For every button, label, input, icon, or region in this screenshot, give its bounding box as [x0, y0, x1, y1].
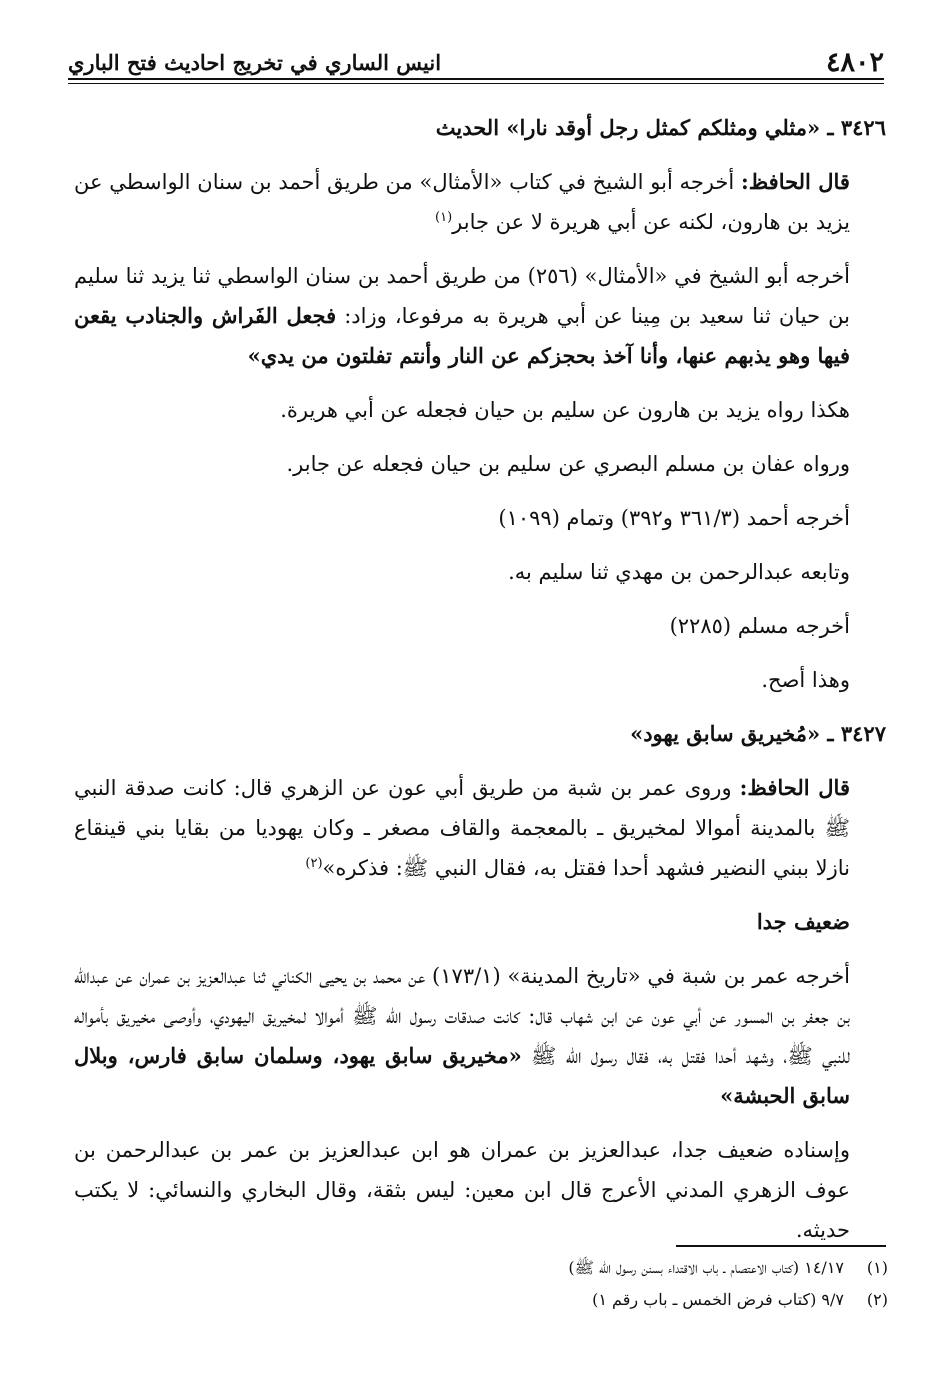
footnote-ref-2[interactable]: (٢) — [305, 856, 323, 871]
hafiz-quote-3426 — [74, 162, 886, 242]
takhrij-text: أخرجه عمر بن شبة في «تاريخ المدينة» (١٧٣/١) عن محمد بن يحيى الكناني ثنا عبدالعزيز بن عمران عن عبدالله بن جعفر بن المسور عن أبي عون عن ابن شهاب قال: كانت صدقات رسول الله ﷺ أموالا لمخيريق اليهودي، وأوصى مخيريق بأمواله للنبي ﷺ، وشهد أحدا فقتل به، فقال رسول الله ﷺ — [74, 964, 851, 1068]
footnote-ref-1[interactable]: (١) — [435, 210, 453, 225]
takhrij-3427 — [74, 956, 886, 1116]
note-line: أخرجه أحمد (٣٦١/٣ و٣٩٢) وتمام (١٠٩٩) — [498, 506, 850, 530]
takhrij-text: أخرجه أبو الشيخ في «الأمثال» (٢٥٦) من طريق أحمد بن سنان الواسطي ثنا يزيد ثنا سليم بن حيان ثنا سعيد بن مِينا عن أبي هريرة به مرفوعا، وزاد: — [74, 264, 851, 328]
page-body — [74, 108, 886, 1250]
hafiz-text: أخرجه أبو الشيخ في كتاب «الأمثال» من طريق أحمد بن سنان الواسطي عن يزيد بن هارون، لكنه عن أبي هريرة لا عن جابر — [74, 170, 850, 234]
hafiz-label: قال الحافظ: — [740, 169, 850, 194]
footnotes — [68, 1252, 888, 1316]
note-line: ورواه عفان بن مسلم البصري عن سليم بن حيان فجعله عن جابر. — [286, 452, 850, 476]
footnotes-divider — [676, 1245, 886, 1247]
takhrij-3426 — [74, 256, 886, 376]
takhrij-bold-text: «مخيريق سابق يهود، وسلمان سابق فارس، وبلال سابق الحبشة» — [74, 1043, 850, 1108]
page-number: ٤٨٠٢ — [825, 47, 884, 78]
hadith-heading-3427: ٣٤٢٧ ـ «مُخيريق سابق يهود» — [630, 721, 886, 746]
hadith-grade: ضعيف جدا — [756, 909, 850, 934]
note-line: هكذا رواه يزيد بن هارون عن سليم بن حيان فجعله عن أبي هريرة. — [280, 398, 850, 422]
note-line: وهذا أصح. — [761, 668, 850, 692]
running-header — [68, 44, 884, 80]
footnote-1 — [68, 1252, 888, 1284]
hadith-heading-3426: ٣٤٢٦ ـ «مثلي ومثلكم كمثل رجل أوقد نارا» الحديث — [435, 115, 886, 140]
footnote-number: (١) — [866, 1258, 888, 1277]
note-line: وتابعه عبدالرحمن بن مهدي ثنا سليم به. — [508, 560, 850, 584]
takhrij-bold-text: فجعل الفَراش والجنادب يقعن فيها وهو يذبهم عنها، وأنا آخذ بحجزكم عن النار وأنتم تفلتون من يدي» — [74, 303, 850, 368]
hafiz-quote-3427 — [74, 768, 886, 888]
footnote-2 — [68, 1284, 888, 1316]
hafiz-label: قال الحافظ: — [739, 775, 850, 800]
footnote-number: (٢) — [866, 1290, 888, 1309]
book-title: انيس الساري في تخريج احاديث فتح الباري — [68, 50, 442, 75]
note-line: أخرجه مسلم (٢٢٨٥) — [669, 614, 850, 638]
footnote-text: ٩/٧ (كتاب فرض الخمس ـ باب رقم ١) — [592, 1290, 844, 1309]
hafiz-text: وروى عمر بن شبة من طريق أبي عون عن الزهري قال: كانت صدقة النبي ﷺ بالمدينة أموالا لمخيريق ـ بالمعجمة والقاف مصغر ـ وكان يهوديا من بقايا بني قينقاع نازلا ببني النضير فشهد أحدا فقتل به، فقال النبي ﷺ: فذكره» — [74, 776, 851, 880]
footnote-text: ١٤/١٧ (كتاب الاعتصام ـ باب الاقتداء بسنن رسول الله ﷺ) — [568, 1258, 844, 1277]
isnad-assessment: وإسناده ضعيف جدا، عبدالعزيز بن عمران هو ابن عبدالعزيز بن عمر بن عبدالرحمن بن عوف الزهري المدني الأعرج قال ابن معين: ليس بثقة، وقال البخاري والنسائي: لا يكتب حديثه. — [74, 1138, 851, 1242]
